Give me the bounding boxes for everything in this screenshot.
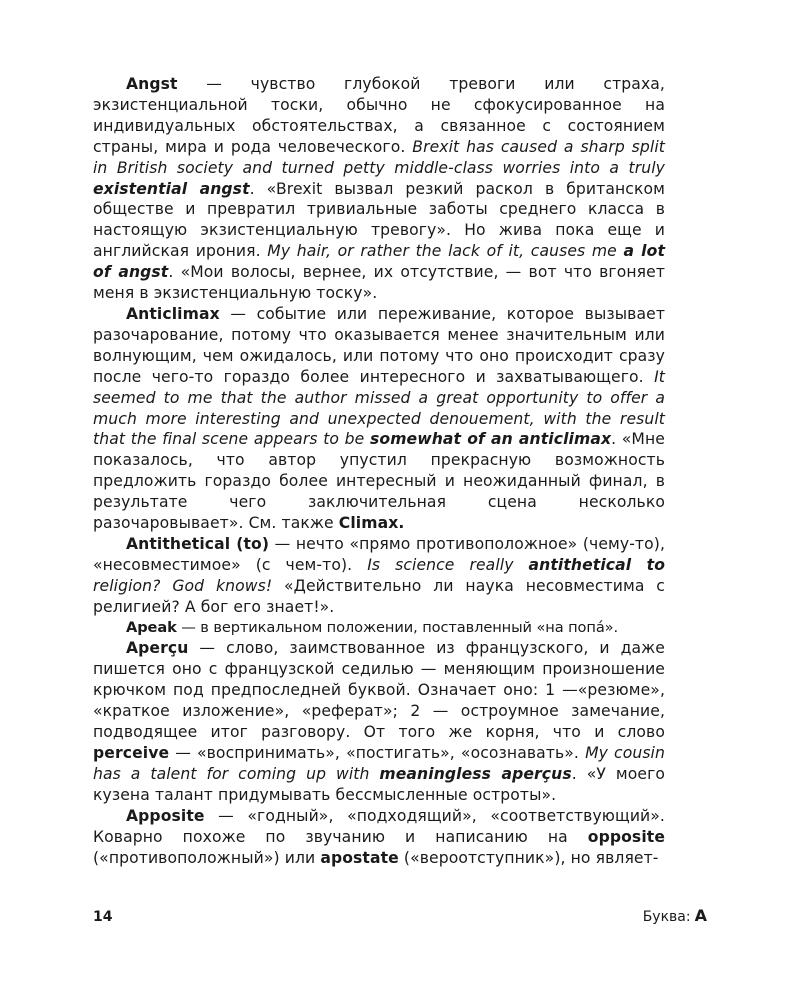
entry-apercu [93,638,665,805]
headword-text: somewhat of an anticlimax [370,430,612,449]
running-header [643,906,707,925]
body-text: . «У моего кузена талант придумывать бессмысленные остроты». [93,764,666,804]
headword-text: opposite [587,827,665,846]
body-text: — событие или переживание, которое вызывает разочарование, потому что оказывается менее значительным или волнующим, чем ожидалось, или потому что оно происходит сразу после чего-то гораздо более интересного и захватывающего. [93,304,665,386]
body-text: — слово, заимствованное из французского, и даже пишется оно с французской седилью — меняющим произношение крючком под предпоследней буквой. Означает оно: 1 —«резюме», «краткое изложение», «реферат»; 2 — остроумное замечание, подводящее итог разговору. От того же корня, что и слово [93,639,665,742]
entry-anticlimax [93,304,665,534]
headword-text: meaningless aperçus [379,764,572,783]
headword-text: Climax. [338,514,405,533]
headword-text: apostate [320,848,399,867]
body-text: — чувство глубокой тревоги или страха, экзистенциальной тоски, обычно не сфокусированное на индивидуальных обстоятельствах, а связанное с состоянием страны, мира и рода человеческого. [93,75,665,156]
example-text: Is science really [367,555,529,574]
headword-text: Antithetical (to) [126,534,270,553]
headword-text: Apposite [126,806,205,825]
headword-text: perceive [93,744,170,762]
page-body [93,74,665,868]
page-number: 14 [93,909,113,925]
entry-apeak [93,618,665,639]
headword-text: Aperçu [126,639,189,658]
page-footer [93,906,707,925]
example-text: My hair, or rather the lack of it, causes me [267,242,624,261]
body-text: . «Мне показалось, что автор упустил прекрасную возможность предложить гораздо более интересный и неожиданный финал, в результате чего заключительная сцена несколько разочаровывает». См. также [93,430,665,533]
body-text: — нечто «прямо противоположное» (чему-то), «несовместимое» (с чем-то). [93,534,665,574]
example-text: Brexit has caused a sharp split in British society and turned petty middle-class worries into a truly [93,137,665,177]
headword-text: antithetical to [528,555,666,574]
example-text: religion? God knows! [93,576,273,595]
body-text: «Действительно ли наука несовместима с религией? А бог его знает!». [93,576,665,616]
body-text: — «воспринимать», «постигать», «осознавать». [169,744,586,762]
body-text: — в вертикальном положении, поставленный «на попа́». [176,618,619,636]
entry-antithetical [93,534,665,618]
headword-text: a lot of angst [93,242,665,282]
body-text: — «годный», «подходящий», «соответствующий». Коварно похоже по звучанию и написанию на [93,806,665,846]
body-text: («вероотступник»), но являет- [398,848,659,867]
example-text: My cousin has a talent for coming up with [93,744,665,783]
body-text: . «Мои волосы, вернее, их отсутствие, — вот что вгоняет меня в экзистенциальную тоску». [93,263,665,303]
body-text: («противоположный») или [93,848,321,867]
headword-text: existential angst [93,179,250,198]
body-text: . «Brexit вызвал резкий раскол в британском обществе и превратил тривиальные заботы среднего класса в настоящую экзистенциальную тревогу». Но жива пока еще и английская ирония. [93,179,665,261]
example-text: It seemed to me that the author missed a great opportunity to offer a much more interesting and unexpected denouement, with the result that the final scene appears to be [93,367,665,449]
section-letter: A [694,906,707,925]
headword-text: Anticlimax [126,304,220,323]
headword-text: Apeak [126,618,177,636]
section-label: Буква: [642,909,691,925]
entry-angst [93,74,665,304]
entry-apposite [93,806,665,869]
headword-text: Angst [126,75,178,93]
